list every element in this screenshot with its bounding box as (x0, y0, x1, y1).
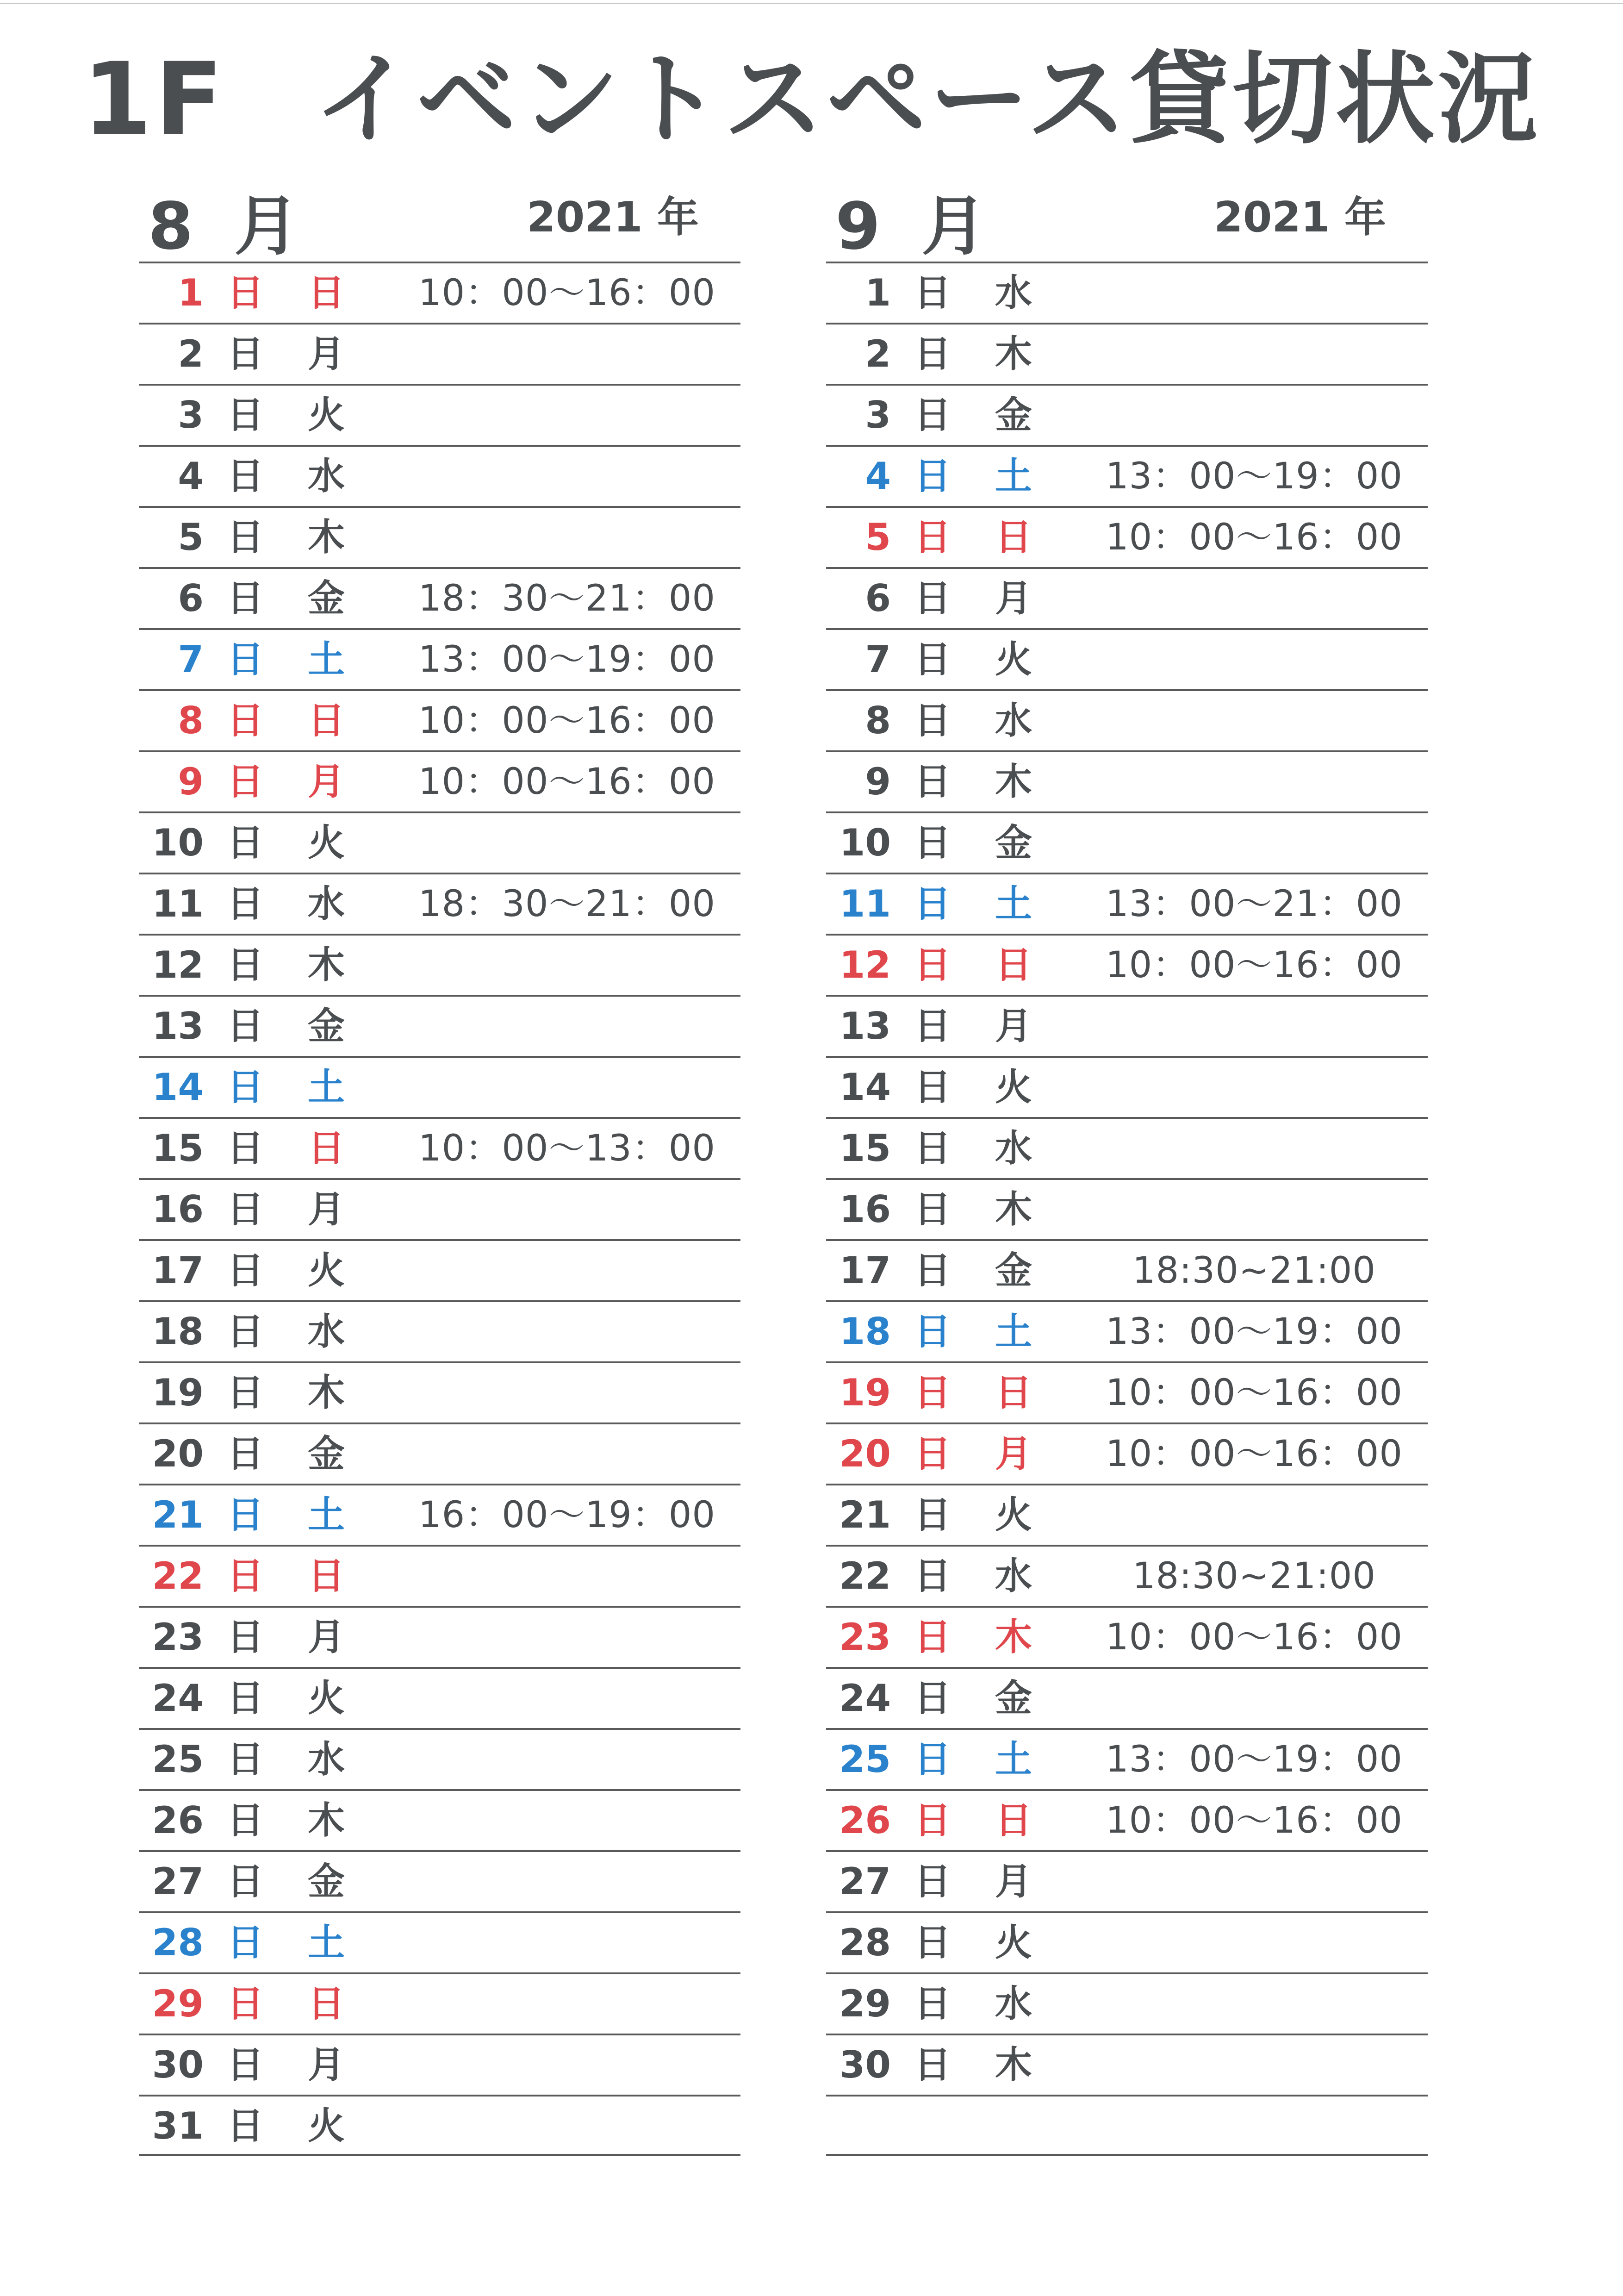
reservation-time: 10：00～16：00 (1105, 1372, 1403, 1414)
day-row (139, 1789, 740, 1850)
day-number: 17 (839, 1249, 891, 1292)
day-suffix: 日 (227, 1188, 264, 1231)
day-list (139, 262, 740, 2156)
weekday-label: 月 (308, 2043, 345, 2086)
day-row (826, 1667, 1428, 1728)
day-suffix: 日 (227, 271, 264, 314)
day-suffix: 日 (914, 943, 951, 986)
weekday-label: 月 (995, 1432, 1032, 1475)
day-number: 14 (839, 1066, 891, 1109)
day-row (826, 1484, 1428, 1545)
day-suffix: 日 (227, 882, 264, 925)
day-number: 30 (152, 2043, 204, 2086)
day-row (826, 445, 1428, 506)
day-number: 28 (839, 1921, 891, 1964)
weekday-label: 木 (308, 1371, 345, 1414)
day-suffix: 日 (914, 1554, 951, 1597)
day-number: 17 (152, 1249, 204, 1292)
day-suffix: 日 (914, 577, 951, 620)
weekday-label: 日 (308, 271, 345, 314)
day-row (139, 934, 740, 995)
day-number: 6 (178, 577, 204, 620)
weekday-label: 土 (308, 1066, 345, 1109)
reservation-time: 13：00～19：00 (1105, 455, 1403, 497)
day-number: 20 (152, 1432, 204, 1475)
day-number: 6 (865, 577, 891, 620)
day-suffix: 日 (227, 699, 264, 742)
day-suffix: 日 (914, 332, 951, 375)
weekday-label: 日 (308, 1127, 345, 1170)
day-row (139, 995, 740, 1056)
weekday-label: 金 (995, 393, 1032, 437)
weekday-label: 木 (308, 516, 345, 559)
day-number: 23 (839, 1616, 891, 1659)
day-row (826, 1850, 1428, 1911)
day-row (139, 384, 740, 445)
weekday-label: 水 (308, 882, 345, 925)
day-number: 27 (152, 1860, 204, 1903)
day-number: 15 (839, 1127, 891, 1170)
reservation-time: 16：00～19：00 (418, 1494, 715, 1536)
day-row (826, 2095, 1428, 2156)
weekday-label: 木 (995, 2043, 1032, 2086)
reservation-time: 10：00～13：00 (418, 1128, 715, 1169)
weekday-label: 土 (995, 455, 1032, 498)
day-suffix: 日 (914, 1616, 951, 1659)
weekday-label: 金 (308, 1004, 345, 1048)
day-row (139, 323, 740, 384)
day-suffix: 日 (914, 1738, 951, 1781)
day-number: 5 (865, 516, 891, 559)
page-title-main: イベントスペース貸切状況 (313, 41, 1541, 157)
day-row (826, 384, 1428, 445)
weekday-label: 火 (308, 393, 345, 437)
day-number: 18 (152, 1310, 204, 1353)
year-label: 2021 年 (527, 193, 699, 242)
weekday-label: 日 (995, 516, 1032, 559)
day-number: 2 (865, 332, 891, 375)
weekday-label: 土 (995, 1310, 1032, 1353)
month-block-september (826, 183, 1428, 2086)
day-row (826, 1789, 1428, 1850)
day-row (826, 750, 1428, 811)
day-row (139, 445, 740, 506)
day-suffix: 日 (227, 760, 264, 803)
day-suffix: 日 (227, 1616, 264, 1659)
reservation-time: 18：30～21：00 (418, 883, 715, 925)
reservation-time: 18:30~21:00 (1132, 1555, 1376, 1597)
day-suffix: 日 (914, 1921, 951, 1964)
weekday-label: 金 (995, 1249, 1032, 1292)
weekday-label: 木 (308, 1799, 345, 1842)
weekday-label: 土 (995, 882, 1032, 925)
month-block-august (139, 183, 740, 2147)
day-suffix: 日 (914, 2043, 951, 2086)
day-number: 19 (152, 1371, 204, 1414)
day-number: 11 (839, 882, 891, 925)
day-number: 27 (839, 1860, 891, 1903)
day-number: 24 (839, 1677, 891, 1720)
day-number: 19 (839, 1371, 891, 1414)
weekday-label: 月 (995, 577, 1032, 620)
day-row (139, 1545, 740, 1606)
day-number: 22 (839, 1554, 891, 1597)
day-row (139, 2034, 740, 2095)
day-suffix: 日 (914, 760, 951, 803)
day-suffix: 日 (227, 577, 264, 620)
weekday-label: 月 (995, 1860, 1032, 1903)
day-row (139, 567, 740, 628)
day-suffix: 日 (227, 943, 264, 986)
day-row (826, 628, 1428, 689)
day-suffix: 日 (914, 1249, 951, 1292)
day-suffix: 日 (914, 1799, 951, 1842)
day-row (139, 1178, 740, 1239)
weekday-label: 木 (995, 1616, 1032, 1659)
day-number: 14 (152, 1066, 204, 1109)
day-number: 23 (152, 1616, 204, 1659)
day-list (826, 262, 1428, 2156)
day-suffix: 日 (914, 1982, 951, 2025)
weekday-label: 金 (995, 1677, 1032, 1720)
weekday-label: 土 (995, 1738, 1032, 1781)
weekday-label: 日 (308, 1982, 345, 2025)
day-row (139, 1484, 740, 1545)
day-row (139, 1056, 740, 1117)
weekday-label: 金 (995, 821, 1032, 864)
day-number: 25 (839, 1738, 891, 1781)
page-title-floor: 1F (82, 41, 226, 157)
day-number: 11 (152, 882, 204, 925)
day-number: 12 (839, 943, 891, 986)
day-number: 29 (152, 1982, 204, 2025)
weekday-label: 月 (308, 760, 345, 803)
day-number: 18 (839, 1310, 891, 1353)
day-row (139, 1911, 740, 1972)
day-suffix: 日 (227, 1310, 264, 1353)
day-row (826, 567, 1428, 628)
weekday-label: 水 (308, 1738, 345, 1781)
weekday-label: 木 (308, 943, 345, 986)
day-suffix: 日 (227, 821, 264, 864)
day-number: 26 (152, 1799, 204, 1842)
day-row (826, 995, 1428, 1056)
reservation-time: 10：00～16：00 (418, 272, 715, 314)
day-suffix: 日 (914, 1127, 951, 1170)
weekday-label: 火 (308, 821, 345, 864)
day-number: 12 (152, 943, 204, 986)
weekday-label: 金 (308, 1860, 345, 1903)
day-number: 4 (178, 455, 204, 498)
day-row (826, 1361, 1428, 1423)
weekday-label: 土 (308, 1921, 345, 1964)
day-suffix: 日 (914, 638, 951, 681)
weekday-label: 月 (308, 1188, 345, 1231)
day-suffix: 日 (227, 1982, 264, 2025)
day-suffix: 日 (227, 1066, 264, 1109)
reservation-time: 18：30～21：00 (418, 578, 715, 619)
day-row (139, 1239, 740, 1300)
weekday-label: 火 (995, 638, 1032, 681)
weekday-label: 火 (995, 1921, 1032, 1964)
day-row (139, 811, 740, 873)
weekday-label: 金 (308, 1432, 345, 1475)
day-row (826, 323, 1428, 384)
day-suffix: 日 (227, 1738, 264, 1781)
weekday-label: 火 (308, 1249, 345, 1292)
day-number: 9 (865, 760, 891, 803)
reservation-time: 10：00～16：00 (418, 700, 715, 742)
day-row (139, 1850, 740, 1911)
day-number: 22 (152, 1554, 204, 1597)
day-number: 25 (152, 1738, 204, 1781)
month-label: 8 月 (148, 189, 309, 264)
reservation-time: 13：00～19：00 (418, 639, 715, 680)
page-title (0, 39, 1623, 160)
day-number: 16 (152, 1188, 204, 1231)
year-label: 2021 年 (1214, 193, 1386, 242)
day-number: 20 (839, 1432, 891, 1475)
day-number: 24 (152, 1677, 204, 1720)
day-number: 29 (839, 1982, 891, 2025)
day-number: 7 (178, 638, 204, 681)
day-row (139, 1606, 740, 1667)
day-number: 3 (865, 393, 891, 437)
reservation-time: 13：00～21：00 (1105, 883, 1403, 925)
day-suffix: 日 (227, 1371, 264, 1414)
day-suffix: 日 (914, 1860, 951, 1903)
day-number: 31 (152, 2104, 204, 2147)
day-suffix: 日 (914, 1310, 951, 1353)
day-number: 26 (839, 1799, 891, 1842)
day-number: 2 (178, 332, 204, 375)
day-suffix: 日 (227, 1493, 264, 1536)
weekday-label: 日 (995, 1371, 1032, 1414)
day-suffix: 日 (914, 821, 951, 864)
day-number: 30 (839, 2043, 891, 2086)
day-row (826, 1117, 1428, 1178)
day-number: 9 (178, 760, 204, 803)
day-row (139, 1300, 740, 1361)
day-suffix: 日 (227, 638, 264, 681)
weekday-label: 木 (995, 1188, 1032, 1231)
day-suffix: 日 (914, 1066, 951, 1109)
day-suffix: 日 (227, 2043, 264, 2086)
day-row (826, 1239, 1428, 1300)
day-number: 13 (839, 1004, 891, 1048)
day-suffix: 日 (227, 1249, 264, 1292)
weekday-label: 日 (308, 699, 345, 742)
day-row (826, 1423, 1428, 1484)
weekday-label: 水 (995, 1127, 1032, 1170)
day-number: 10 (839, 821, 891, 864)
day-number: 21 (839, 1493, 891, 1536)
day-suffix: 日 (227, 516, 264, 559)
day-number: 5 (178, 516, 204, 559)
day-row (826, 1300, 1428, 1361)
day-row (139, 689, 740, 750)
day-suffix: 日 (227, 1860, 264, 1903)
day-row (826, 1545, 1428, 1606)
weekday-label: 火 (995, 1066, 1032, 1109)
top-border-rule (0, 3, 1623, 4)
day-suffix: 日 (914, 1004, 951, 1048)
day-number: 13 (152, 1004, 204, 1048)
day-suffix: 日 (914, 699, 951, 742)
day-row (139, 1972, 740, 2034)
month-header (826, 183, 1428, 262)
day-suffix: 日 (914, 882, 951, 925)
day-row (826, 1728, 1428, 1789)
day-row (826, 811, 1428, 873)
day-row (139, 2095, 740, 2156)
day-row (826, 689, 1428, 750)
day-row (139, 1728, 740, 1789)
weekday-label: 水 (995, 1554, 1032, 1597)
day-suffix: 日 (227, 1004, 264, 1048)
day-suffix: 日 (914, 1677, 951, 1720)
day-suffix: 日 (914, 455, 951, 498)
day-suffix: 日 (914, 1188, 951, 1231)
day-row (826, 934, 1428, 995)
day-row (139, 750, 740, 811)
weekday-label: 月 (995, 1004, 1032, 1048)
month-header (139, 183, 740, 262)
day-number: 7 (865, 638, 891, 681)
day-suffix: 日 (914, 1432, 951, 1475)
weekday-label: 金 (308, 577, 345, 620)
day-number: 8 (178, 699, 204, 742)
day-row (139, 506, 740, 567)
weekday-label: 水 (308, 1310, 345, 1353)
day-number: 1 (865, 271, 891, 314)
day-number: 1 (178, 271, 204, 314)
day-row (826, 873, 1428, 934)
weekday-label: 日 (995, 1799, 1032, 1842)
day-suffix: 日 (914, 1493, 951, 1536)
weekday-label: 日 (995, 943, 1032, 986)
day-suffix: 日 (227, 1554, 264, 1597)
day-suffix: 日 (227, 1799, 264, 1842)
day-row (139, 1667, 740, 1728)
day-suffix: 日 (914, 393, 951, 437)
weekday-label: 木 (995, 332, 1032, 375)
weekday-label: 日 (308, 1554, 345, 1597)
day-row (826, 1972, 1428, 2034)
weekday-label: 火 (308, 2104, 345, 2147)
month-label: 9 月 (835, 189, 996, 264)
day-number: 15 (152, 1127, 204, 1170)
day-suffix: 日 (227, 1677, 264, 1720)
day-number: 28 (152, 1921, 204, 1964)
day-row (826, 1056, 1428, 1117)
day-suffix: 日 (227, 2104, 264, 2147)
day-row (139, 1361, 740, 1423)
reservation-time: 18:30~21:00 (1132, 1250, 1376, 1292)
reservation-time: 10：00～16：00 (1105, 517, 1403, 558)
day-suffix: 日 (227, 332, 264, 375)
weekday-label: 水 (308, 455, 345, 498)
weekday-label: 水 (995, 1982, 1032, 2025)
weekday-label: 土 (308, 638, 345, 681)
day-suffix: 日 (914, 271, 951, 314)
weekday-label: 水 (995, 699, 1032, 742)
day-row (139, 1423, 740, 1484)
day-number: 8 (865, 699, 891, 742)
reservation-time: 10：00～16：00 (418, 761, 715, 803)
day-suffix: 日 (227, 455, 264, 498)
day-number: 10 (152, 821, 204, 864)
day-suffix: 日 (227, 1432, 264, 1475)
reservation-time: 10：00～16：00 (1105, 1800, 1403, 1841)
day-row (139, 262, 740, 323)
reservation-time: 13：00～19：00 (1105, 1739, 1403, 1780)
weekday-label: 水 (995, 271, 1032, 314)
day-suffix: 日 (227, 393, 264, 437)
reservation-time: 10：00～16：00 (1105, 1616, 1403, 1658)
day-suffix: 日 (914, 1371, 951, 1414)
day-suffix: 日 (914, 516, 951, 559)
day-row (826, 1911, 1428, 1972)
day-row (826, 1606, 1428, 1667)
day-row (139, 873, 740, 934)
reservation-time: 10：00～16：00 (1105, 1433, 1403, 1475)
weekday-label: 月 (308, 332, 345, 375)
day-number: 16 (839, 1188, 891, 1231)
day-row (826, 1178, 1428, 1239)
day-row (826, 262, 1428, 323)
day-row (826, 2034, 1428, 2095)
weekday-label: 土 (308, 1493, 345, 1536)
weekday-label: 木 (995, 760, 1032, 803)
day-number: 21 (152, 1493, 204, 1536)
day-number: 4 (865, 455, 891, 498)
weekday-label: 火 (995, 1493, 1032, 1536)
day-row (826, 506, 1428, 567)
day-number: 3 (178, 393, 204, 437)
reservation-time: 13：00～19：00 (1105, 1311, 1403, 1353)
day-row (139, 1117, 740, 1178)
weekday-label: 火 (308, 1677, 345, 1720)
day-suffix: 日 (227, 1127, 264, 1170)
weekday-label: 月 (308, 1616, 345, 1659)
reservation-time: 10：00～16：00 (1105, 944, 1403, 986)
day-suffix: 日 (227, 1921, 264, 1964)
day-row (139, 628, 740, 689)
